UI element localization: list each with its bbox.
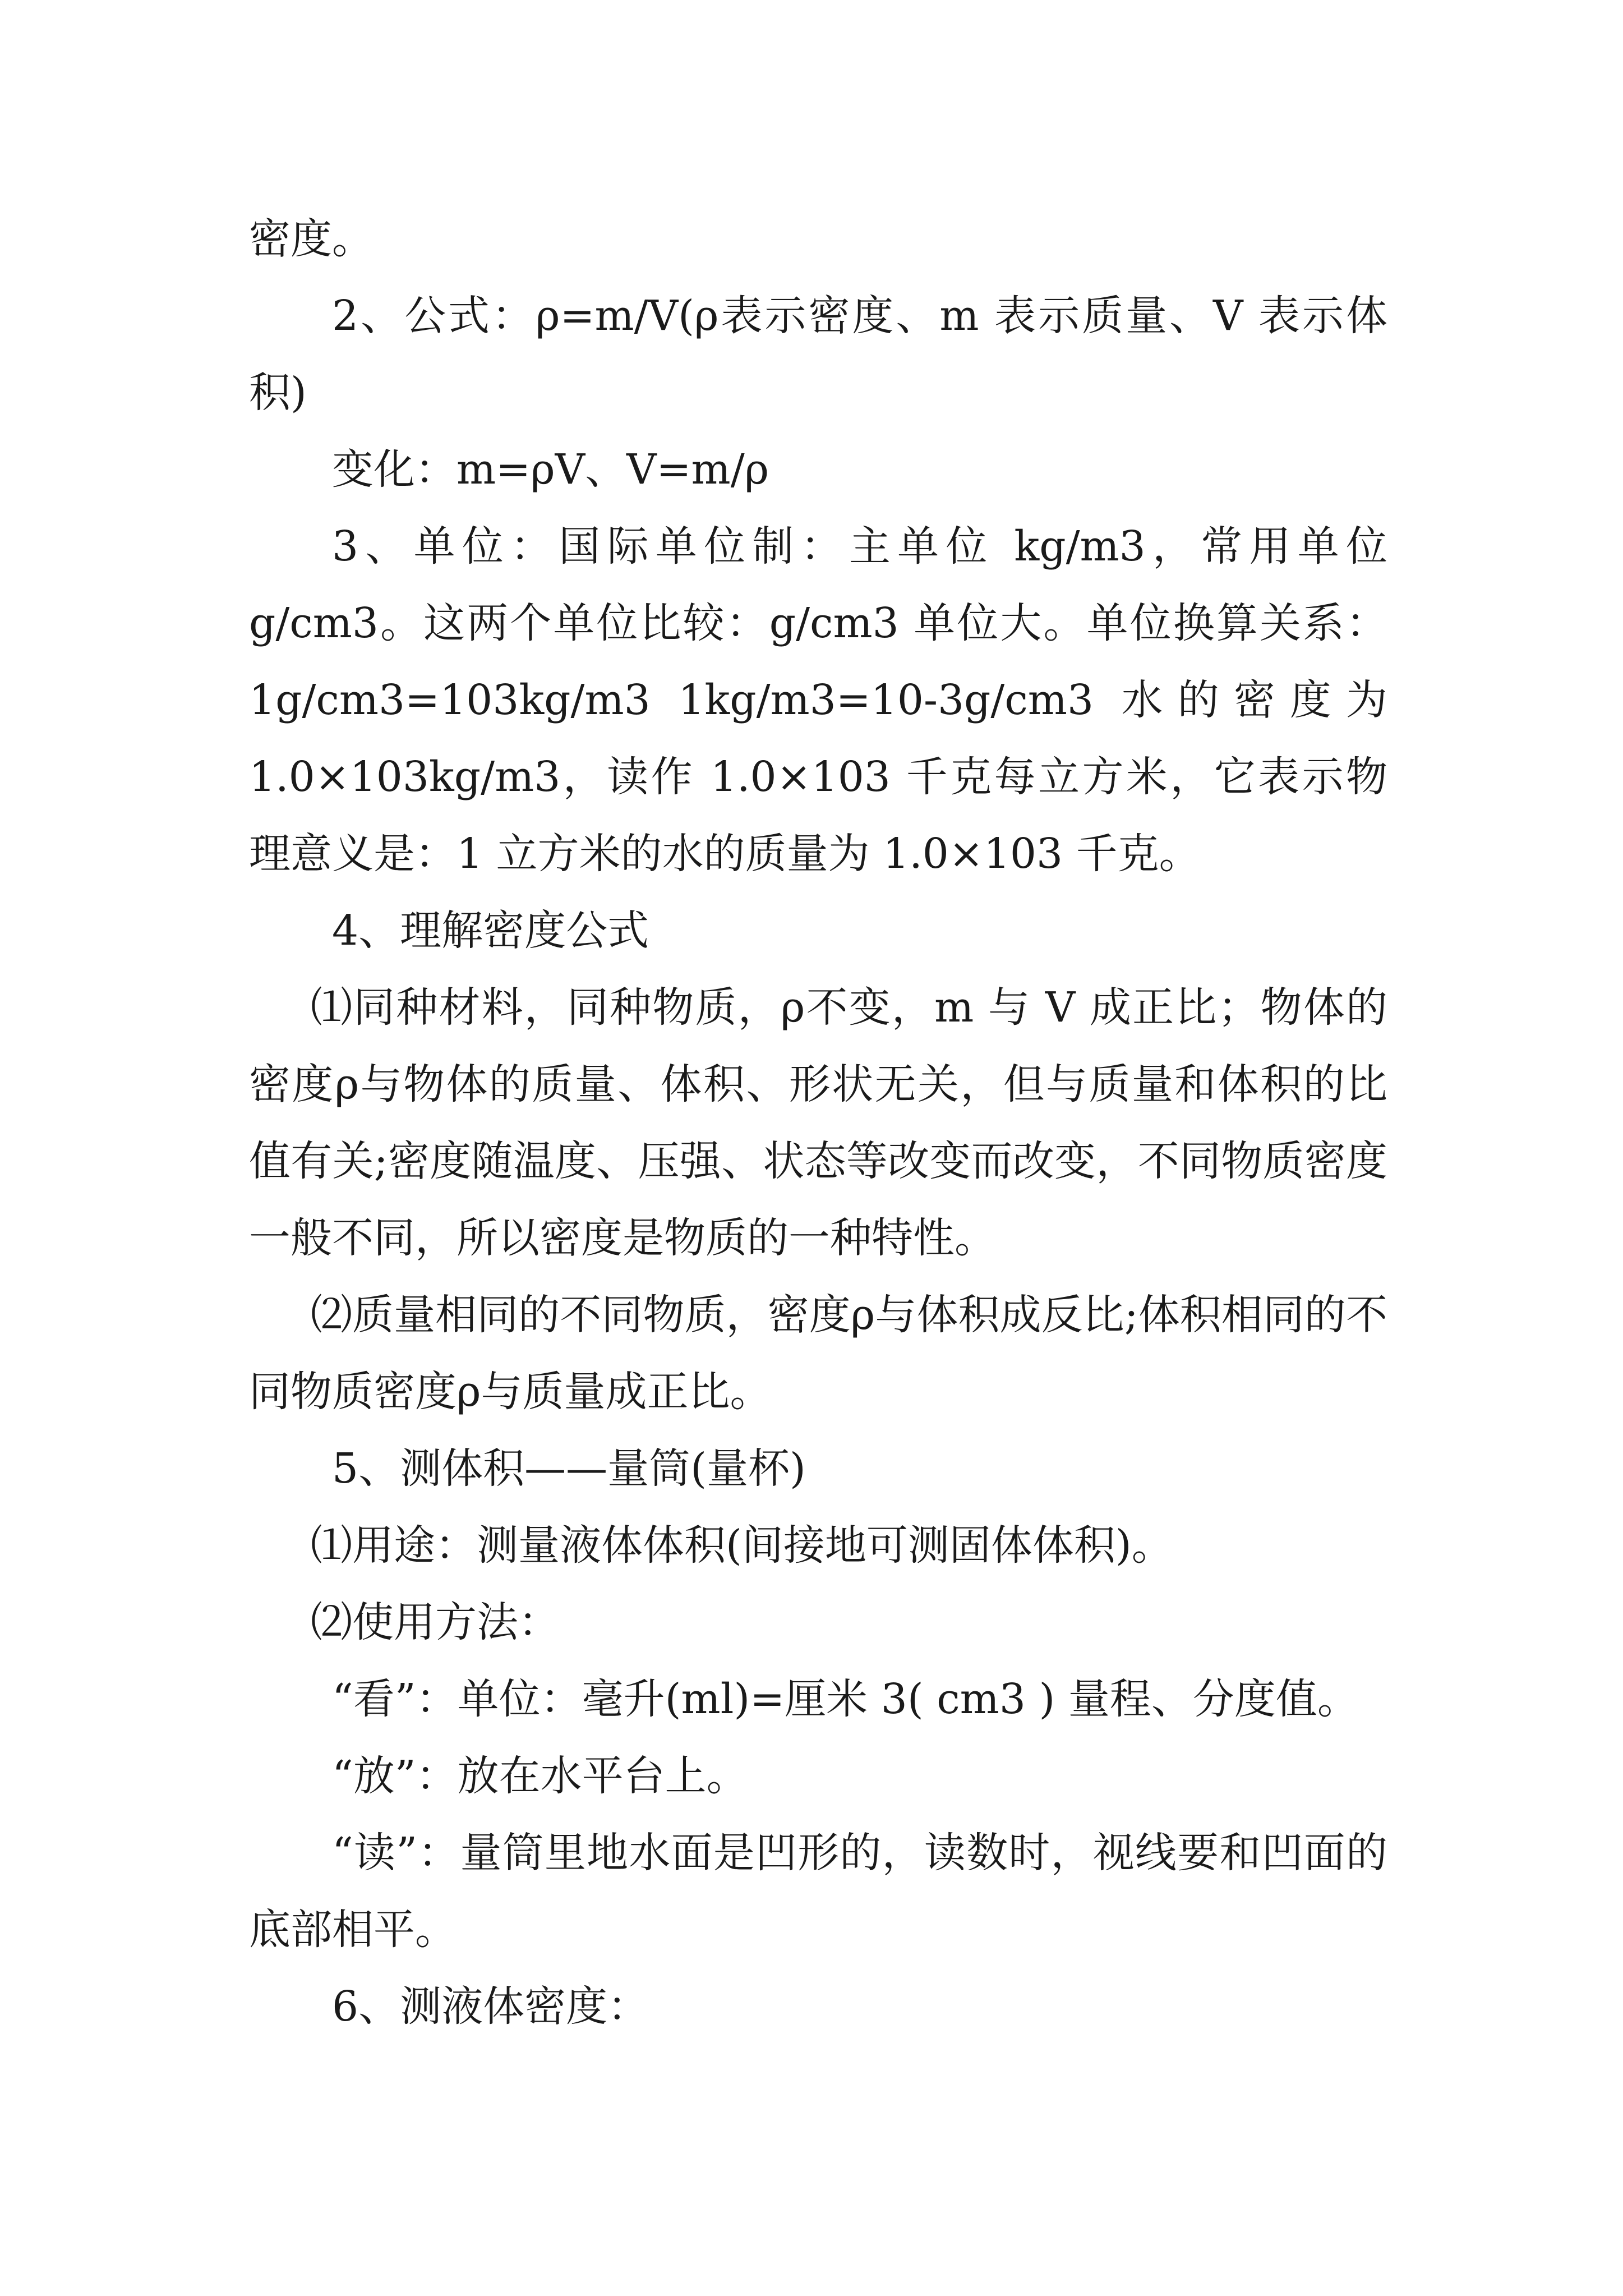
paragraph-place: “放”：放在水平台上。: [332, 1752, 748, 1800]
paragraph-look: “看”：单位：毫升(ml)=厘米 3( cm3 ) 量程、分度值。: [332, 1675, 1359, 1723]
paragraph-formula: 2、公式：ρ=m/V(ρ表示密度、m 表示质量、V 表示体积): [249, 292, 1387, 417]
paragraph-usage: ⑵使用方法：: [311, 1598, 560, 1646]
paragraph-read: “读”：量筒里地水面是凹形的，读数时，视线要和凹面的底部相平。: [249, 1829, 1387, 1954]
paragraph-point-1: ⑴同种材料，同种物质，ρ不变，m 与 V 成正比；物体的密度ρ与物体的质量、体积、形状无关，但与质量和体积的比值有关;密度随温度、压强、状态等改变而改变，不同物质密度一般不同，所以密度是物质的一种特性。: [249, 983, 1387, 1262]
paragraph-density-end: 密度。: [249, 215, 374, 263]
document-body: [249, 201, 1387, 2045]
paragraph-purpose: ⑴用途：测量液体体积(间接地可测固体体积)。: [311, 1521, 1173, 1570]
paragraph-measure-volume: 5、测体积——量筒(量杯): [332, 1444, 806, 1493]
paragraph-formula-variants: 变化：m=ρV、V=m/ρ: [332, 445, 769, 494]
paragraph-units: 3、单位：国际单位制：主单位 kg/m3，常用单位 g/cm3。这两个单位比较：g/cm3 单位大。单位换算关系：1g/cm3=103kg/m3 1kg/m3=10-3g/cm3 水的密度为 1.0×103kg/m3，读作 1.0×103 千克每立方米，它表示物理意义是：1 立方米的水的质量为 1.0×103 千克。: [249, 522, 1387, 878]
paragraph-liquid-density: 6、测液体密度：: [332, 1982, 649, 2031]
paragraph-point-2: ⑵质量相同的不同物质，密度ρ与体积成反比;体积相同的不同物质密度ρ与质量成正比。: [249, 1291, 1387, 1416]
paragraph-understand-formula: 4、理解密度公式: [332, 907, 649, 955]
